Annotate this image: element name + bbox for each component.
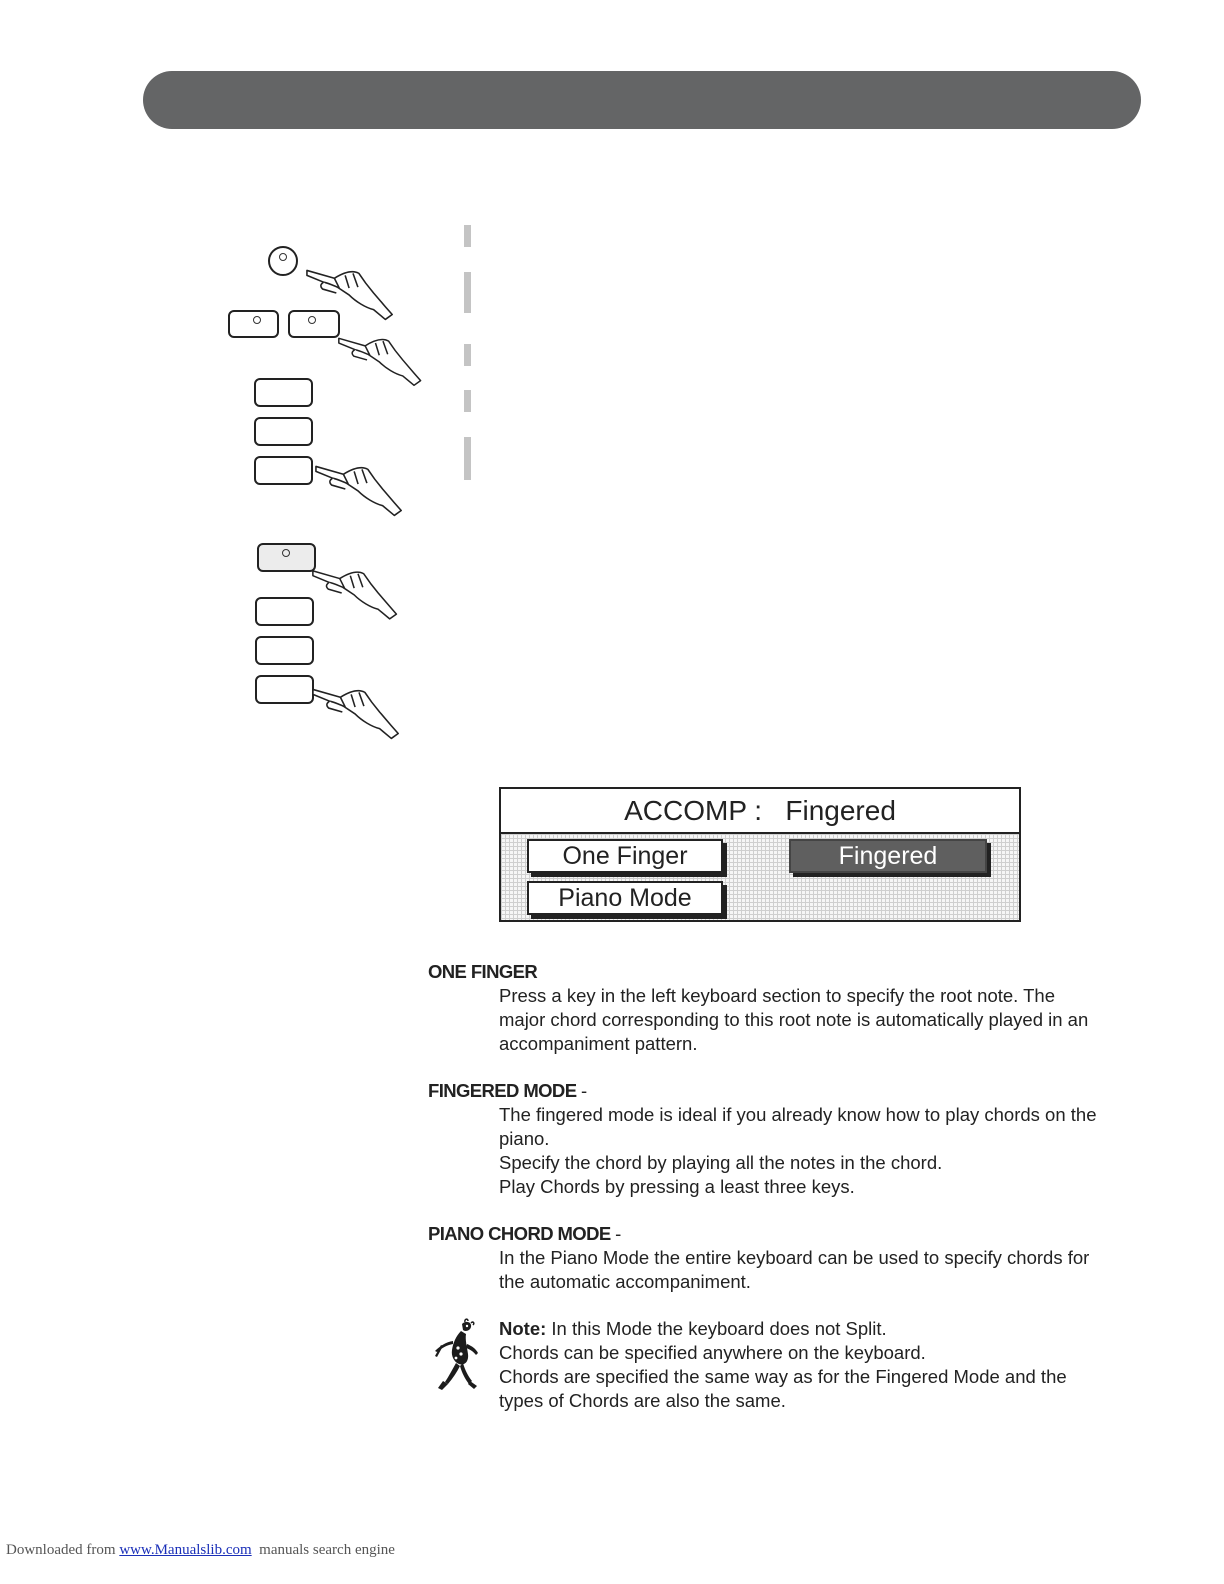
note-first-text: In this Mode the keyboard does not Split.: [546, 1318, 887, 1339]
panel-button[interactable]: [255, 597, 314, 626]
knob-led-icon: [279, 253, 287, 261]
text-line: Specify the chord by playing all the notes in the chord.: [499, 1152, 943, 1173]
function-knob[interactable]: [268, 246, 298, 276]
header-bar: [143, 71, 1141, 129]
text-line: accompaniment pattern.: [499, 1033, 698, 1054]
text-line: major chord corresponding to this root note is automatically played in an: [499, 1009, 1089, 1030]
pointing-hand-icon: [336, 328, 430, 390]
lcd-option-piano-mode[interactable]: Piano Mode: [527, 881, 723, 915]
step-bar-4: [464, 390, 471, 412]
step-bar-3: [464, 344, 471, 366]
manualslib-link[interactable]: www.Manualslib.com: [119, 1542, 252, 1558]
text-line: Chords can be specified anywhere on the keyboard.: [499, 1342, 926, 1363]
lcd-option-fingered[interactable]: Fingered: [789, 839, 987, 873]
text-line: the automatic accompaniment.: [499, 1271, 751, 1292]
section-piano-chord-mode: [428, 1222, 1148, 1294]
section-heading: [428, 1079, 1148, 1103]
section-fingered-mode: [428, 1079, 1148, 1199]
note-label: Note:: [499, 1318, 547, 1339]
step-bar-1: [464, 225, 471, 247]
lcd-option-one-finger[interactable]: One Finger: [527, 839, 723, 873]
text-line: piano.: [499, 1128, 550, 1149]
section-heading: [428, 1222, 1148, 1246]
heading-text: FINGERED MODE: [428, 1080, 577, 1101]
led-icon: [253, 316, 261, 324]
step-bar-5: [464, 437, 471, 480]
section-one-finger: [428, 960, 1148, 1056]
led-icon: [282, 549, 290, 557]
pointing-hand-icon: [310, 680, 408, 742]
footer-suffix: manuals search engine: [251, 1542, 395, 1558]
note-first-line: [499, 1317, 1148, 1341]
panel-button[interactable]: [254, 417, 313, 446]
pointing-hand-icon: [313, 458, 411, 518]
footer: [6, 1542, 395, 1559]
panel-button-left[interactable]: [228, 310, 279, 338]
section-body: [499, 1103, 1148, 1199]
heading-dash: -: [576, 1080, 587, 1101]
text-line: Chords are specified the same way as for the Fingered Mode and the: [499, 1366, 1067, 1387]
accomp-button[interactable]: [257, 543, 316, 572]
note-body: [499, 1317, 1148, 1413]
note-block: [428, 1317, 1148, 1413]
panel-button[interactable]: [254, 378, 313, 407]
panel-button[interactable]: [255, 675, 314, 704]
panel-button[interactable]: [255, 636, 314, 665]
lcd-display: [499, 787, 1021, 922]
pointing-hand-icon: [304, 262, 402, 322]
text-line: types of Chords are also the same.: [499, 1390, 786, 1411]
section-heading: ONE FINGER: [428, 961, 538, 982]
lcd-option-area: [501, 834, 1019, 920]
heading-text: PIANO CHORD MODE: [428, 1223, 611, 1244]
text-line: Press a key in the left keyboard section to specify the root note. The: [499, 985, 1055, 1006]
pointing-hand-icon: [310, 562, 406, 622]
text-line: In the Piano Mode the entire keyboard can be used to specify chords for: [499, 1247, 1090, 1268]
section-body: [499, 1246, 1148, 1294]
step-bar-2: [464, 272, 471, 313]
lcd-title: ACCOMP : Fingered: [501, 789, 1019, 834]
heading-dash: -: [610, 1223, 621, 1244]
text-line: Play Chords by pressing a least three keys.: [499, 1176, 855, 1197]
panel-button[interactable]: [254, 456, 313, 485]
text-line: The fingered mode is ideal if you already know how to play chords on the: [499, 1104, 1097, 1125]
section-body: [499, 984, 1148, 1056]
footer-prefix: Downloaded from: [6, 1542, 120, 1558]
